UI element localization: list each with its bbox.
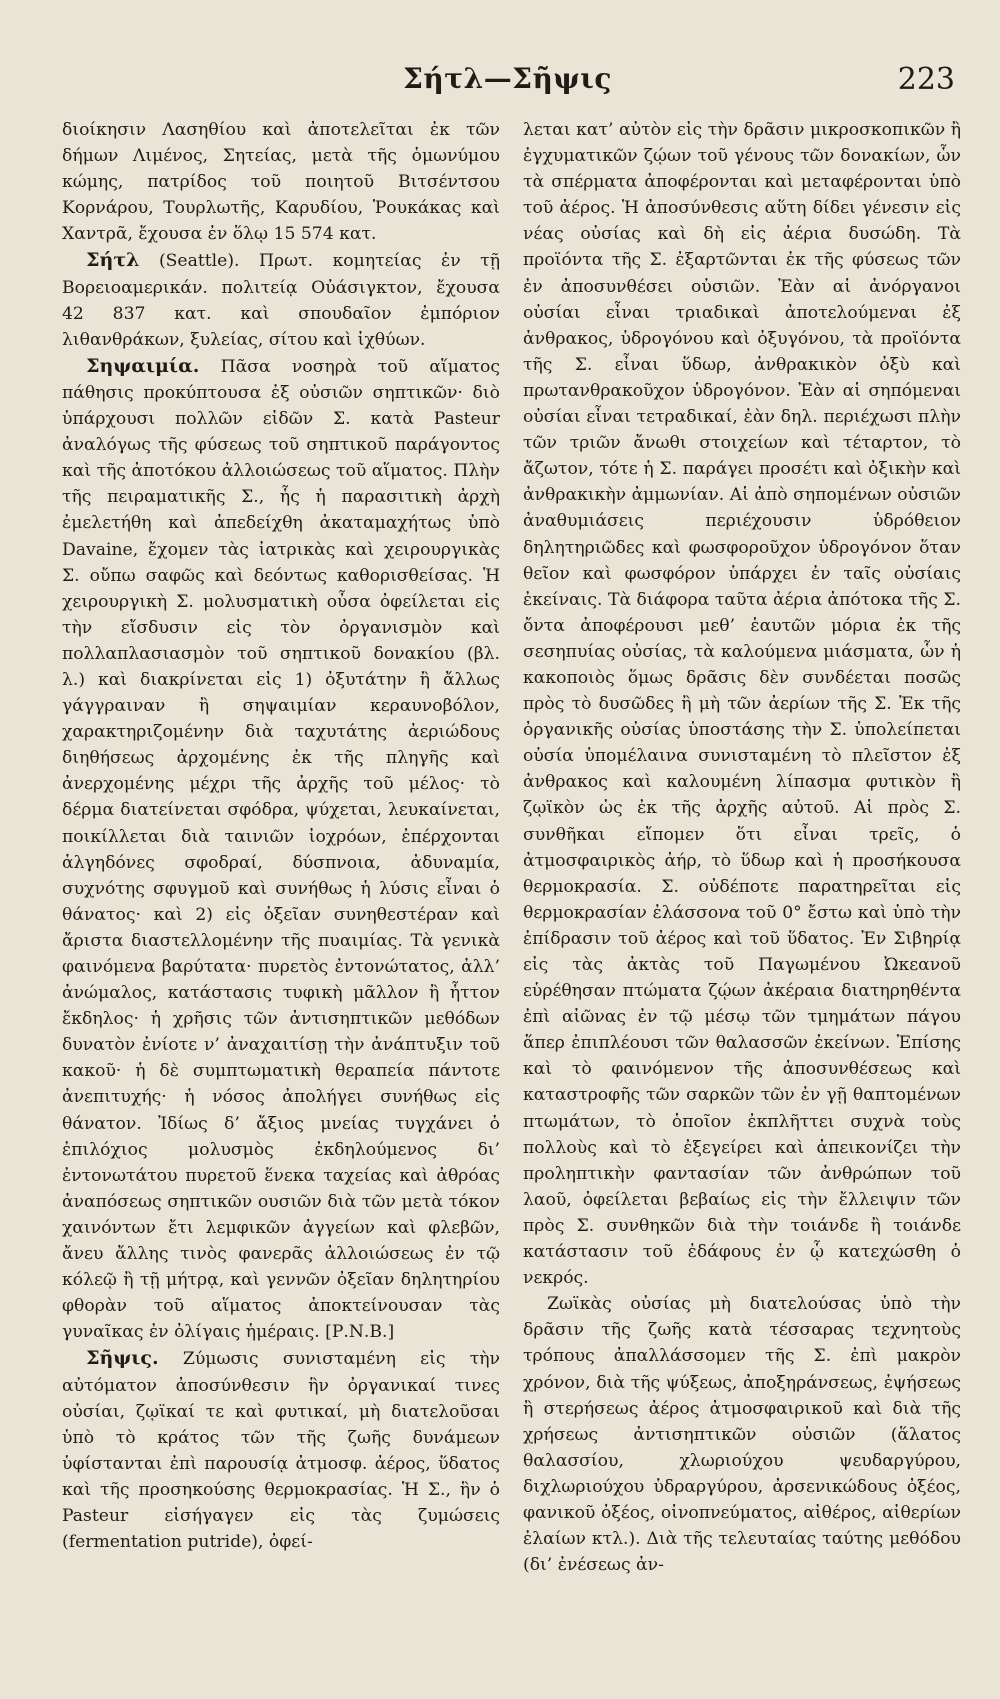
sepsis-entry-head: Σῆψις.	[86, 1347, 159, 1370]
page-header	[60, 58, 955, 98]
page-number: 223	[897, 62, 955, 97]
sepsis-entry	[62, 1345, 500, 1555]
seattle-entry-body: (Seattle). Πρωτ. κομητείας ἐν τῇ Βορειοαμερικάν. πολιτείᾳ Οὐάσιγκτον, ἔχουσα 42 837 κατ. καὶ σπουδαῖον ἐμπόριον λιθανθράκων, ξυλείας, σίτου καὶ ἰχθύων.	[62, 251, 500, 350]
sepsaimia-entry-head: Σηψαιμία.	[86, 354, 200, 377]
right-column	[523, 117, 961, 1578]
sepsis-continuation: λεται κατ’ αὐτὸν εἰς τὴν δρᾶσιν μικροσκοπικῶν ἢ ἐγχυματικῶν ζῴων τοῦ γένους τῶν δονακίων, ὧν τὰ σπέρματα ἀποφέρονται καὶ μεταφέρονται ὑπὸ τοῦ ἀέρος. Ἡ ἀποσύνθεσις αὕτη δίδει γένεσιν εἰς νέας οὐσίας καὶ δὴ εἰς ἀέρια δυσώδη. Τὰ προϊόντα τῆς Σ. ἐξαρτῶνται ἐκ τῆς φύσεως τῶν ἐν ἀποσυνθέσει οὐσιῶν. Ἐὰν αἱ ἀνόργανοι οὐσίαι εἶναι τριαδικαὶ ἀποτελούμεναι ἐξ ἀνθρακος, ὑδρογόνου καὶ ὀξυγόνου, τὰ προϊόντα τῆς Σ. εἶναι ὕδωρ, ἀνθρακικὸν ὀξὺ καὶ πρωτανθρακοῦχον ὑδρογόνον. Ἐὰν αἱ σηπόμεναι οὐσίαι εἶναι τετραδικαί, ἐὰν δηλ. περιέχωσι πλὴν τῶν τριῶν ἄνωθι στοιχείων καὶ τέταρτον, τὸ ἄζωτον, τότε ἡ Σ. παράγει προσέτι καὶ ὀξικὴν καὶ ἀνθρακικὴν ἀμμωνίαν. Αἱ ἀπὸ σηπομένων οὐσιῶν ἀναθυμιάσεις περιέχουσιν ὑδρόθειον δηλητηριῶδες καὶ φωσφοροῦχον ὑδρογόνον ὅταν θεῖον καὶ φωσφόρον ὑπάρχει ἐν ταῖς οὐσίαις ἐκείναις. Τὰ διάφορα ταῦτα ἀέρια ἀπότοκα τῆς Σ. ὄντα ἀποφέρουσι μεθ’ ἑαυτῶν μόρια ἐκ τῆς σεσηπυίας οὐσίας, τὰ καλούμενα μιάσματα, ὧν ἡ κακοποιὸς ὅμως δρᾶσις δὲν συνδέεται ποσῶς πρὸς τὸ δυσῶδες ἢ μὴ τῶν ἀερίων τῆς Σ. Ἐκ τῆς ὀργανικῆς οὐσίας ὑποστάσης τὴν Σ. ὑπολείπεται οὐσία ὑπομέλαινα συνισταμένη τὸ πλεῖστον ἐξ ἀνθρακος καὶ καλουμένη λίπασμα φυτικὸν ἢ ζῳϊκὸν ὡς ἐκ τῆς ἀρχῆς αὐτοῦ. Αἱ πρὸς Σ. συνθῆκαι εἴπομεν ὅτι εἶναι τρεῖς, ὁ ἀτμοσφαιρικὸς ἀήρ, τὸ ὕδωρ καὶ ἡ προσήκουσα θερμοκρασία. Σ. οὐδέποτε παρατηρεῖται εἰς θερμοκρασίαν ἐλάσσονα τοῦ 0° ἔστω καὶ ὑπὸ τὴν ἐπίδρασιν τοῦ ἀέρος καὶ τοῦ ὕδατος. Ἐν Σιβηρίᾳ εἰς τὰς ἀκτὰς τοῦ Παγωμένου Ὠκεανοῦ εὑρέθησαν πτώματα ζῴων ἀκέραια διατηρηθέντα ἐπὶ αἰῶνας ἐν τῷ μέσῳ τῶν τμημάτων πάγου ἅπερ ἐπιπλέουσι τῶν θαλασσῶν ἐκείνων. Ἐπίσης καὶ τὸ φαινόμενον τῆς ἀποσυνθέσεως καὶ καταστροφῆς τῶν σαρκῶν τῶν ἐν γῇ θαπτομένων πτωμάτων, τὸ ὁποῖον ἐκπλῆττει συχνὰ τοὺς πολλοὺς καὶ τὸ ἐξεγείρει καὶ ἀπεικονίζει τὴν προληπτικὴν φαντασίαν τῶν ἀνθρώπων τοῦ λαοῦ, ὀφείλεται βεβαίως εἰς τὴν ἔλλειψιν τῶν πρὸς Σ. συνθηκῶν διὰ τὴν τοιάνδε ἢ τοιάνδε κατάστασιν τοῦ ἐδάφους ἐν ᾧ κατεχώσθη ὁ νεκρός.	[523, 120, 961, 1289]
sepsis-entry-body: Ζύμωσις συνισταμένη εἰς τὴν αὐτόματον ἀποσύνθεσιν ἣν ὀργανικαί τινες οὐσίαι, ζῳϊκαί τε καὶ φυτικαί, μὴ διατελοῦσαι ὑπὸ τὸ κράτος τῶν τῆς ζωῆς δυνάμεων ὑφίστανται ἐπὶ παρουσίᾳ ἀτμοσφ. ἀέρος, ὕδατος καὶ τῆς προσηκούσης θερμοκρασίας. Ἡ Σ., ἣν ὁ Pasteur εἰσήγαγεν εἰς τὰς ζυμώσεις (fermentation putride), ὀφεί-	[62, 1349, 500, 1553]
seattle-entry	[62, 247, 500, 352]
left-column	[62, 117, 500, 1555]
running-head: Σήτλ—Σῆψις	[403, 62, 612, 95]
sepsis-prevention-paragraph: Ζωϊκὰς οὐσίας μὴ διατελούσας ὑπὸ τὴν δρᾶσιν τῆς ζωῆς κατὰ τέσσαρας τεχνητοὺς τρόπους ἀπαλλάσσομεν τῆς Σ. ἐπὶ μακρὸν χρόνον, διὰ τῆς ψύξεως, ἀποξηράνσεως, ἐψήσεως ἢ στερήσεως ἀέρος ἀτμοσφαιρικοῦ καὶ διὰ τῆς χρήσεως ἀντισηπτικῶν οὐσιῶν (ἅλατος θαλασσίου, χλωριούχου ψευδαργύρου, διχλωριούχου ὑδραργύρου, ἀρσενικώδους ὀξέος, φανικοῦ ὀξέος, οἰνοπνεύματος, αἰθέρος, αἰθερίων ἐλαίων κτλ.). Διὰ τῆς τελευταίας ταύτης μεθόδου (δι’ ἐνέσεως ἀν-	[523, 1294, 961, 1576]
setia-entry-end: διοίκησιν Λασηθίου καὶ ἀποτελεῖται ἐκ τῶν δήμων Λιμένος, Σητείας, μετὰ τῆς ὁμωνύμου κώμης, πατρίδος τοῦ ποιητοῦ Βιτσέντσου Κορνάρου, Τουρλωτῆς, Καρυδίου, Ῥουκάκας καὶ Χαντρᾶ, ἔχουσα ἐν ὅλῳ 15 574 κατ.	[62, 120, 500, 245]
sepsaimia-entry	[62, 353, 500, 1346]
sepsaimia-entry-body: Πᾶσα νοσηρὰ τοῦ αἵματος πάθησις προκύπτουσα ἐξ οὐσιῶν σηπτικῶν· διὸ ὑπάρχουσι πολλῶν εἰδῶν Σ. κατὰ Pasteur ἀναλόγως τῆς φύσεως τοῦ σηπτικοῦ παράγοντος καὶ τῆς ἀποτόκου ἀλλοιώσεως τοῦ αἵματος. Πλὴν τῆς πειραματικῆς Σ., ἧς ἡ παρασιτικὴ ἀρχὴ ἐμελετήθη καὶ ἀπεδείχθη ἀκαταμαχήτως ὑπὸ Davaine, ἔχομεν τὰς ἰατρικὰς καὶ χειρουργικὰς Σ. οὔπω σαφῶς καὶ δεόντως καθορισθείσας. Ἡ χειρουργικὴ Σ. μολυσματικὴ οὖσα ὀφείλεται εἰς τὴν εἴσδυσιν εἰς τὸν ὀργανισμὸν καὶ πολλαπλασιασμὸν τοῦ σηπτικοῦ δονακίου (βλ. λ.) καὶ διακρίνεται εἰς 1) ὀξυτάτην ἢ ἄλλως γάγγραιναν ἢ σηψαιμίαν κεραυνοβόλον, χαρακτηριζομένην διὰ ταχυτάτης ἀεριώδους διηθήσεως ἀρχομένης ἐκ τῆς πληγῆς καὶ ἀνερχομένης μέχρι τῆς ἀρχῆς τοῦ μέλος· τὸ δέρμα διατείνεται σφόδρα, ψύχεται, λευκαίνεται, ποικίλλεται διὰ ταινιῶν ἰοχρόων, ἐπέρχονται ἀλγηδόνες σφοδραί, δύσπνοια, ἀδυναμία, συχνότης σφυγμοῦ καὶ συνήθως ἡ λύσις εἶναι ὁ θάνατος· καὶ 2) εἰς ὀξεῖαν συνηθεστέραν καὶ ἄριστα διαστελλομένην τῆς πυαιμίας. Τὰ γενικὰ φαινόμενα βαρύτατα· πυρετὸς ἐντονώτατος, ἀλλ’ ἀνώμαλος, κατάστασις τυφικὴ μᾶλλον ἢ ἧττον ἔκδηλος· ἡ χρῆσις τῶν ἀντισηπτικῶν μεθόδων δυνατὸν ἐνίοτε ν’ ἀναχαιτίσῃ τὴν ἀνάπτυξιν τοῦ κακοῦ· ἡ δὲ συμπτωματικὴ θεραπεία πάντοτε ἀνεπιτυχής· ἡ νόσος ἀπολήγει συνήθως εἰς θάνατον. Ἰδίως δ’ ἄξιος μνείας τυγχάνει ὁ ἐπιλόχιος μολυσμὸς ἐκδηλούμενος δι’ ἐντονωτάτου πυρετοῦ ἕνεκα ταχείας καὶ ἀθρόας ἀναπόσεως σηπτικῶν ουσιῶν διὰ τῶν μετὰ τόκον χαινόντων ἔτι λεμφικῶν ἀγγείων καὶ φλεβῶν, ἄνευ ἄλλης τινὸς φανερᾶς ἀλλοιώσεως ἐν τῷ κόλεῷ ἢ τῇ μήτρᾳ, καὶ γεννῶν ὀξεῖαν δηλητηρίου φθορὰν τοῦ αἵματος ἀποκτείνουσαν τὰς γυναῖκας ἐν ὀλίγαις ἡμέραις. [Ρ.Ν.Β.]	[62, 356, 500, 1343]
seattle-entry-head: Σήτλ	[86, 249, 140, 272]
